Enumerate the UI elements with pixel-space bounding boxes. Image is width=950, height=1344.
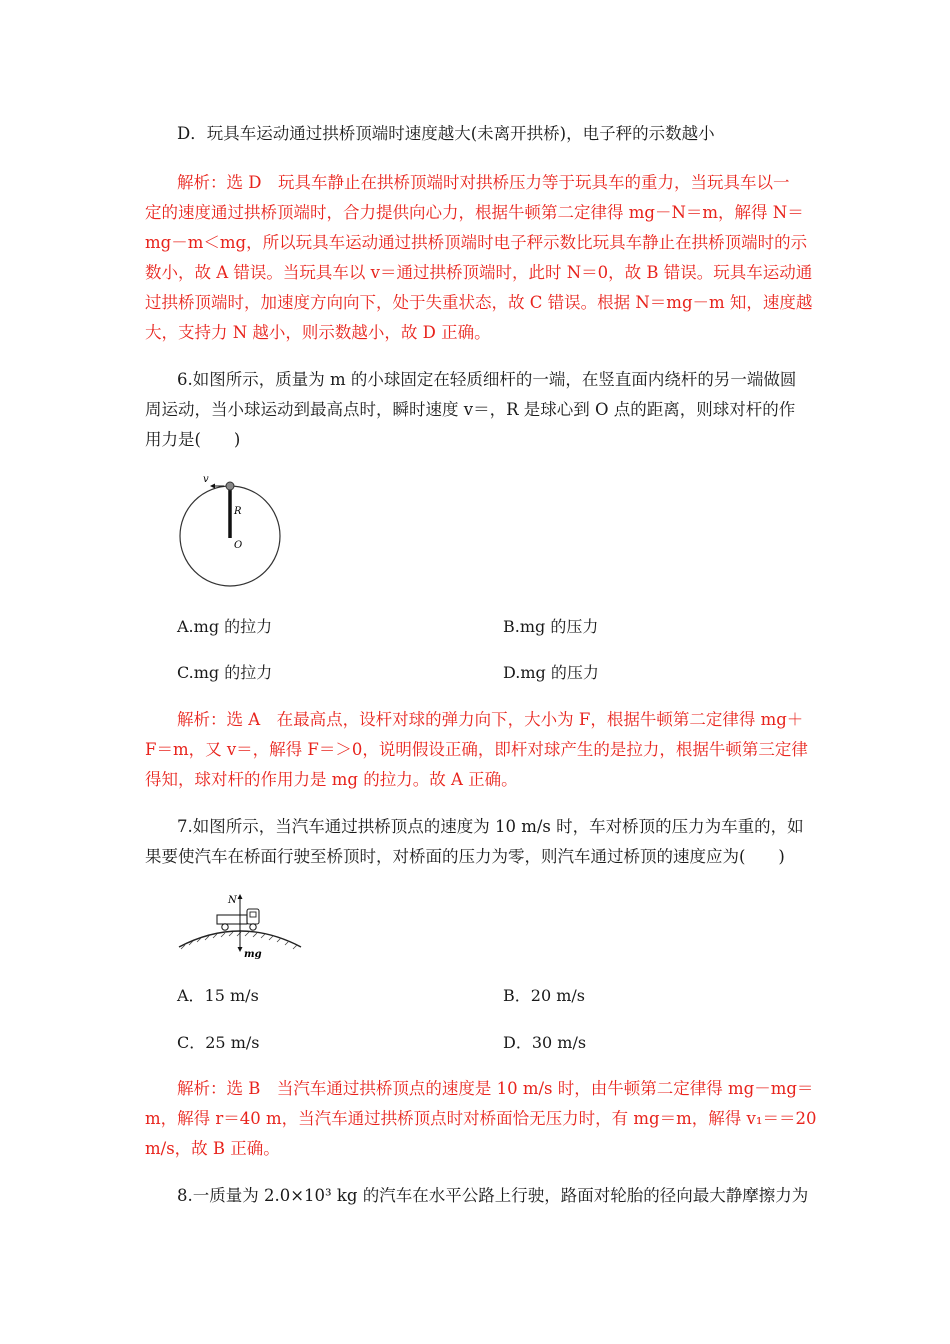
q5-analysis-line-2: 定的速度通过拱桥顶端时，合力提供向心力，根据牛顿第二定律得 mg－N＝m，解得 N＝ [145, 203, 804, 222]
arrow-head-icon [210, 484, 215, 489]
q7-option-c: C．25 m/s [177, 1033, 260, 1052]
q7-option-a: A．15 m/s [177, 986, 259, 1005]
truck-wheel-front [250, 924, 256, 930]
q5-analysis-line-6: 大，支持力 N 越小，则示数越小，故 D 正确。 [145, 323, 491, 342]
q7-analysis-line-3: m/s，故 B 正确。 [145, 1139, 280, 1158]
q6-stem-line-1: 6.如图所示，质量为 m 的小球固定在轻质细杆的一端，在竖直面内绕杆的另一端做圆 [177, 370, 797, 389]
q7-stem-line-1: 7.如图所示，当汽车通过拱桥顶点的速度为 10 m/s 时，车对桥顶的压力为车重的，如 [177, 817, 804, 836]
truck-bed [217, 915, 247, 924]
label-v: v [203, 474, 209, 485]
truck-wheel-rear [222, 924, 228, 930]
q7-option-b: B．20 m/s [503, 986, 585, 1005]
q7-analysis-line-2: m，解得 r＝40 m，当汽车通过拱桥顶点时对桥面恰无压力时，有 mg＝m，解得 v₁＝＝20 [145, 1109, 817, 1128]
arrow-down-icon [238, 947, 243, 952]
q5-analysis-line-5: 过拱桥顶端时，加速度方向向下，处于失重状态，故 C 错误。根据 N＝mg－m 知，速度越 [145, 293, 813, 312]
q5-analysis-line-3: mg－m＜mg，所以玩具车运动通过拱桥顶端时电子秤示数比玩具车静止在拱桥顶端时的示 [145, 233, 808, 252]
q6-option-a: A.mg 的拉力 [177, 617, 273, 636]
q6-circle-figure [170, 470, 290, 595]
q8-stem-line-1: 8.一质量为 2.0×10³ kg 的汽车在水平公路上行驶，路面对轮胎的径向最大静摩擦力为 [177, 1186, 809, 1205]
q6-analysis-line-2: F＝m，又 v＝，解得 F＝＞0，说明假设正确，即杆对球产生的是拉力，根据牛顿第三定律 [145, 740, 808, 759]
label-N: N [228, 895, 237, 906]
bridge-hatching [181, 932, 297, 949]
label-O: O [234, 540, 243, 551]
q7-analysis-line-1: 解析：选 B 当汽车通过拱桥顶点的速度是 10 m/s 时，由牛顿第二定律得 mg－mg＝ [177, 1079, 814, 1098]
q5-analysis-line-1: 解析：选 D 玩具车静止在拱桥顶端时对拱桥压力等于玩具车的重力，当玩具车以一 [177, 173, 790, 192]
q6-option-b: B.mg 的压力 [503, 617, 599, 636]
q7-option-d: D．30 m/s [503, 1033, 587, 1052]
q6-stem-line-2: 周运动，当小球运动到最高点时，瞬时速度 v＝，R 是球心到 O 点的距离，则球对杆的作 [145, 400, 796, 419]
arrow-up-icon [238, 894, 243, 899]
q6-analysis-line-1: 解析：选 A 在最高点，设杆对球的弹力向下，大小为 F，根据牛顿第二定律得 mg＋ [177, 710, 804, 729]
label-mg: mg [244, 949, 262, 960]
truck-window [250, 912, 256, 917]
label-R: R [234, 506, 242, 517]
ball [226, 482, 234, 490]
q6-analysis-line-3: 得知，球对杆的作用力是 mg 的拉力。故 A 正确。 [145, 770, 518, 789]
q5-option-d: D．玩具车运动通过拱桥顶端时速度越大(未离开拱桥)，电子秤的示数越小 [177, 124, 715, 143]
q6-stem-line-3: 用力是( ) [145, 430, 241, 449]
q6-option-c: C.mg 的拉力 [177, 663, 273, 682]
q7-stem-line-2: 果要使汽车在桥面行驶至桥顶时，对桥面的压力为零，则汽车通过桥顶的速度应为( ) [145, 847, 785, 866]
q6-option-d: D.mg 的压力 [503, 663, 599, 682]
truck-cab [247, 909, 259, 924]
q5-analysis-line-4: 数小，故 A 错误。当玩具车以 v＝通过拱桥顶端时，此时 N＝0，故 B 错误。玩具车运动通 [145, 263, 813, 282]
q7-bridge-figure [175, 885, 305, 963]
